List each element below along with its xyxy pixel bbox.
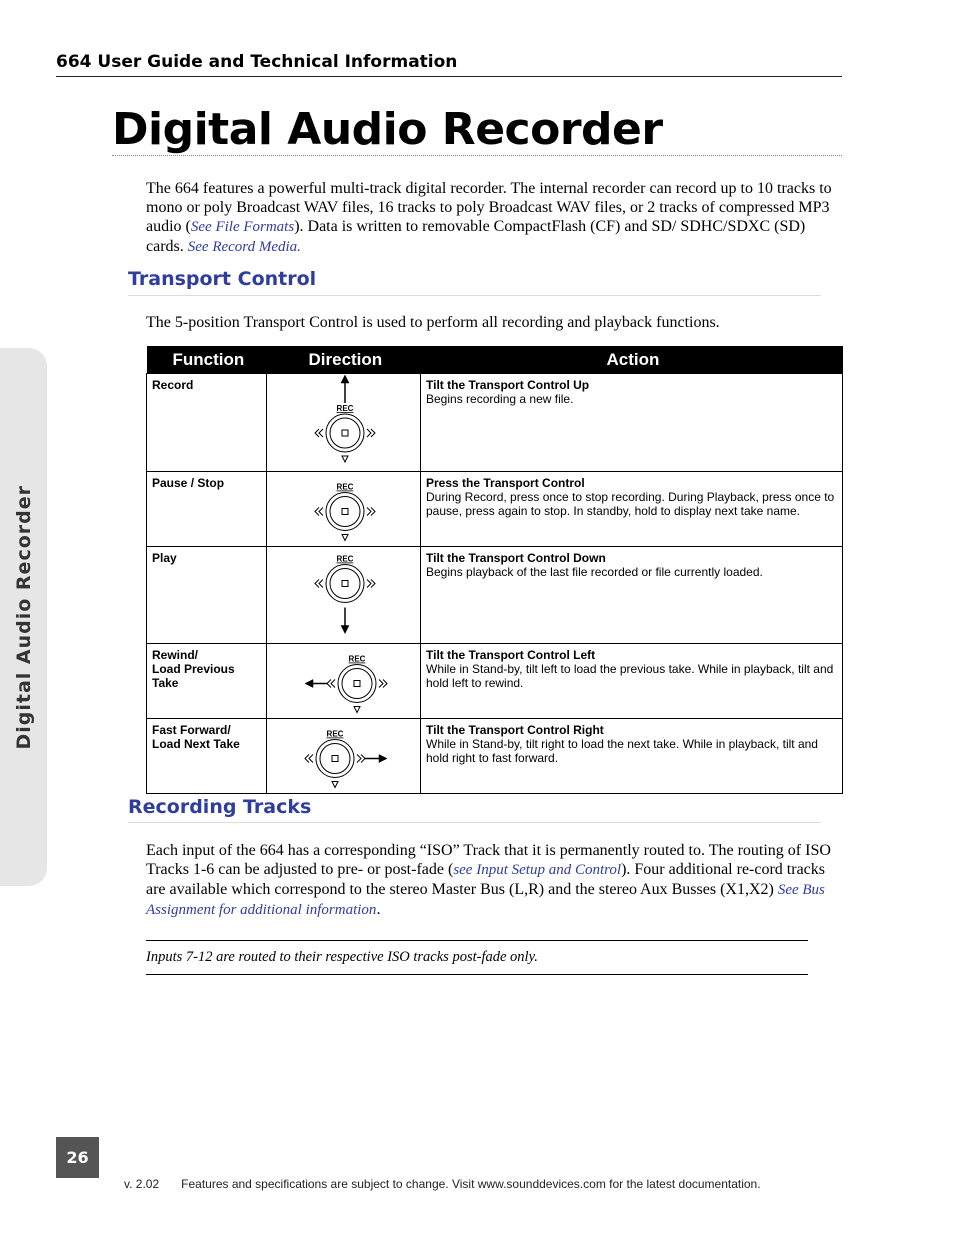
transport-description: The 5-position Transport Control is used to perform all recording and playback functions. — [146, 314, 720, 331]
table-header-row — [147, 346, 843, 374]
table-row — [147, 374, 843, 472]
transport-control-up-icon — [269, 374, 419, 468]
intro-text-2: ). Data is written to removable CompactFlash (CF) and SD/ SDHC/SDXC (SD) cards. — [146, 218, 806, 255]
running-header: 664 User Guide and Technical Information — [56, 52, 458, 72]
rec-label: REC — [336, 482, 353, 492]
header-function: Function — [147, 346, 267, 374]
action-description: While in Stand-by, tilt right to load the next take. While in playback, tilt and hold right to fast forward. — [426, 737, 818, 765]
action-title: Tilt the Transport Control Left — [426, 648, 596, 662]
table-row — [147, 472, 843, 547]
bus-assignment-link[interactable]: See Bus Assignment for additional information — [146, 882, 825, 918]
action-title: Tilt the Transport Control Up — [426, 378, 590, 392]
recording-text-2: ). Four additional re-cord tracks are available which correspond to the stereo Master Bus (L,R) and the stereo Aux Busses (X1,X2) — [146, 861, 826, 898]
transport-control-heading: Transport Control — [128, 268, 317, 290]
file-formats-link[interactable]: See File Formats — [190, 219, 295, 235]
record-media-link[interactable]: See Record Media. — [187, 239, 301, 255]
table-row — [147, 644, 843, 719]
function-label: Record — [152, 378, 194, 392]
action-description: During Record, press once to stop recording. During Playback, press once to pause, press again to stop. In standby, hold to display next take name. — [426, 490, 835, 518]
table-row — [147, 719, 843, 794]
transport-control-right-icon — [269, 719, 419, 790]
footer-notice: Features and specifications are subject to change. Visit www.sounddevices.com for the latest documentation. — [181, 1177, 761, 1191]
transport-control-press-icon — [269, 472, 419, 543]
page-number: 26 — [56, 1137, 99, 1178]
action-title: Press the Transport Control — [426, 476, 585, 490]
side-tab-label: Digital Audio Recorder — [12, 484, 35, 750]
footer — [124, 1177, 761, 1191]
page-title: Digital Audio Recorder — [112, 104, 663, 155]
header-rule — [56, 76, 842, 77]
note-rule-bottom — [146, 974, 808, 975]
transport-control-left-icon — [269, 644, 419, 715]
function-label: Play — [152, 551, 177, 565]
transport-control-down-icon — [269, 547, 419, 640]
function-label: Pause / Stop — [152, 476, 225, 490]
title-rule — [112, 155, 842, 156]
rec-label: REC — [348, 654, 365, 664]
action-description: Begins recording a new file. — [426, 392, 574, 406]
section-rule — [128, 295, 821, 296]
action-title: Tilt the Transport Control Right — [426, 723, 604, 737]
note-text: Inputs 7-12 are routed to their respective ISO tracks post-fade only. — [146, 949, 538, 965]
header-action: Action — [421, 346, 843, 374]
rec-label: REC — [336, 404, 353, 413]
footer-version: v. 2.02 — [124, 1177, 160, 1191]
input-setup-link[interactable]: see Input Setup and Control — [453, 862, 622, 878]
rec-label: REC — [326, 729, 343, 739]
table-row — [147, 547, 843, 644]
action-title: Tilt the Transport Control Down — [426, 551, 606, 565]
rec-label: REC — [336, 554, 353, 564]
header-direction: Direction — [267, 346, 421, 374]
note-rule-top — [146, 940, 808, 941]
recording-tracks-heading: Recording Tracks — [128, 796, 312, 818]
function-label: Fast Forward/ Load Next Take — [152, 723, 240, 751]
section-rule — [128, 822, 821, 823]
action-description: While in Stand-by, tilt left to load the previous take. While in playback, tilt and hold left to rewind. — [426, 662, 834, 690]
transport-table — [146, 346, 843, 794]
intro-paragraph — [146, 179, 836, 257]
recording-paragraph — [146, 841, 840, 920]
function-label: Rewind/ Load Previous Take — [152, 648, 235, 690]
recording-text-1: Each input of the 664 has a corresponding “ISO” Track that it is permanently routed to. The routing of ISO Tracks 1-6 can be adjusted to pre- or post-fade ( — [146, 842, 831, 878]
action-description: Begins playback of the last file recorded or file currently loaded. — [426, 565, 763, 579]
intro-text-1: The 664 features a powerful multi-track digital recorder. The internal recorder can record up to 10 tracks to mono or poly Broadcast WAV files, 16 tracks to poly Broadcast WAV files, or 2 tracks of compressed MP3 audio ( — [146, 180, 832, 235]
recording-text-3: . — [376, 901, 381, 918]
